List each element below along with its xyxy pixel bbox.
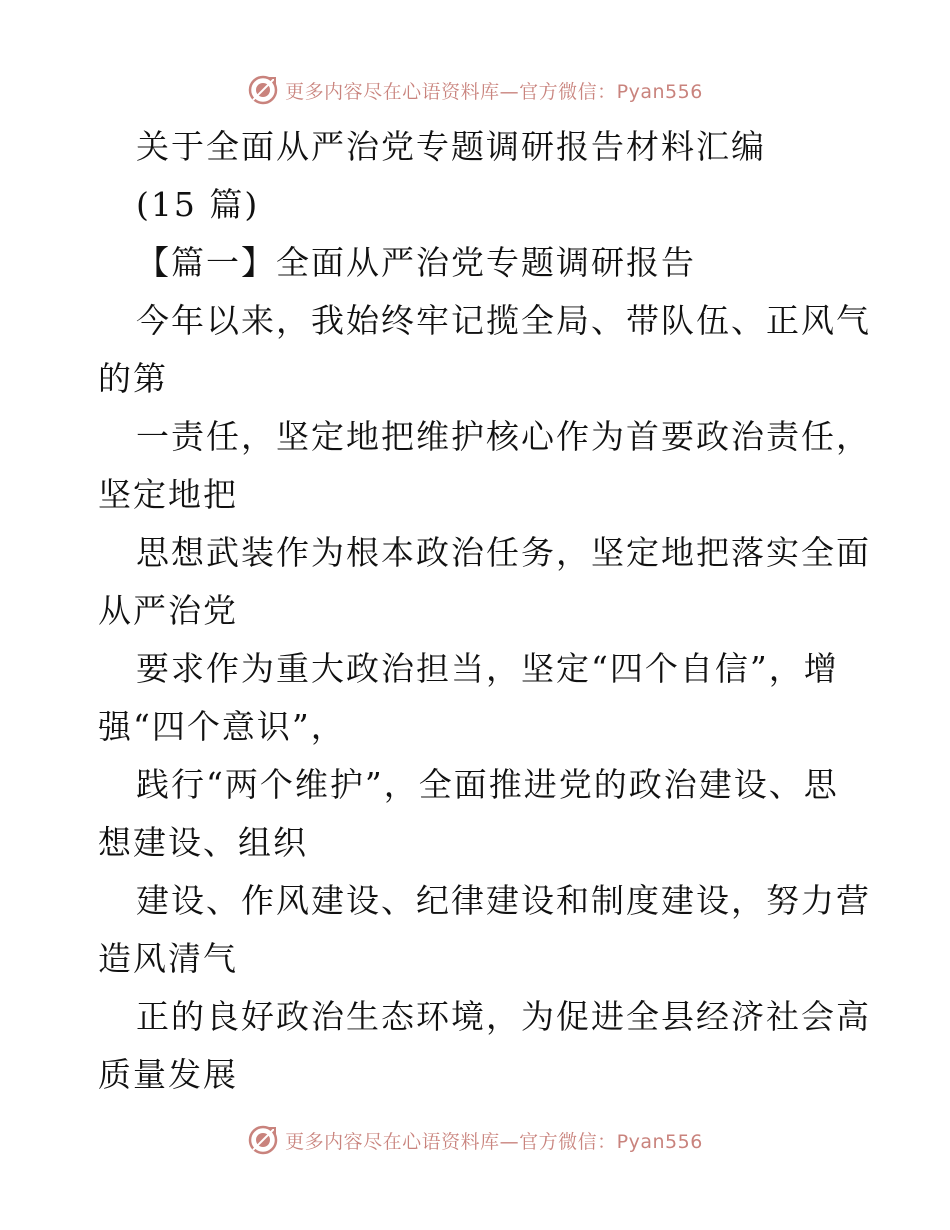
paragraph-line: 质量发展 bbox=[98, 1055, 238, 1094]
paragraph-line: 从严治党 bbox=[98, 591, 238, 630]
paragraph-line: 想建设、组织 bbox=[98, 823, 308, 862]
paragraph-line: 要求作为重大政治担当，坚定“四个自信”，增 bbox=[136, 649, 839, 688]
quill-seal-icon bbox=[247, 74, 279, 106]
watermark-text: 更多内容尽在心语资料库—官方微信：Pyan556 bbox=[285, 1130, 703, 1153]
paragraph-line: 建设、作风建设、纪律建设和制度建设，努力营 bbox=[136, 881, 871, 920]
paragraph-line: 践行“两个维护”，全面推进党的政治建设、思 bbox=[136, 765, 839, 804]
paragraph-line: 坚定地把 bbox=[98, 475, 238, 514]
paragraph-line: 思想武装作为根本政治任务，坚定地把落实全面 bbox=[136, 533, 871, 572]
paragraph-line: 造风清气 bbox=[98, 939, 238, 978]
section-heading: 【篇一】全面从严治党专题调研报告 bbox=[136, 243, 696, 282]
watermark-text: 更多内容尽在心语资料库—官方微信：Pyan556 bbox=[285, 80, 703, 103]
paragraph-line: 今年以来，我始终牢记揽全局、带队伍、正风气 bbox=[136, 301, 871, 340]
document-subtitle: (15 篇) bbox=[136, 185, 260, 224]
document-body bbox=[98, 118, 871, 1104]
header-watermark bbox=[0, 70, 950, 110]
paragraph-line: 的第 bbox=[98, 359, 168, 398]
paragraph-line: 强“四个意识”， bbox=[98, 707, 346, 746]
paragraph-line: 正的良好政治生态环境，为促进全县经济社会高 bbox=[136, 997, 871, 1036]
paragraph-line: 一责任，坚定地把维护核心作为首要政治责任， bbox=[136, 417, 871, 456]
quill-seal-icon bbox=[247, 1124, 279, 1156]
footer-watermark bbox=[0, 1120, 950, 1160]
document-title: 关于全面从严治党专题调研报告材料汇编 bbox=[136, 127, 766, 166]
